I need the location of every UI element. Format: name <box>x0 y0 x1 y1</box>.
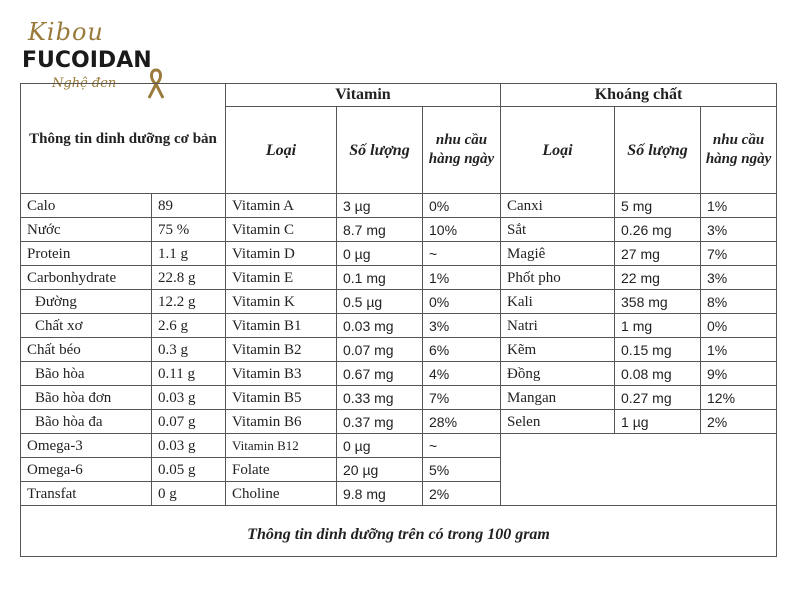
logo-brand-text: FUCOIDAN <box>22 48 152 73</box>
vitamin-name: Vitamin B1 <box>226 314 337 338</box>
vitamin-amount: 0.5 µg <box>337 290 423 314</box>
mineral-daily: 1% <box>701 338 777 362</box>
mineral-group-header: Khoáng chất <box>501 84 777 107</box>
vitamin-daily: 2% <box>423 482 501 506</box>
basic-nutrient-name: Chất béo <box>21 338 152 362</box>
basic-info-header: Thông tin dinh dưỡng cơ bản <box>21 84 226 194</box>
vitamin-amount: 9.8 mg <box>337 482 423 506</box>
mineral-amount-header: Số lượng <box>615 107 701 194</box>
mineral-name: Sắt <box>501 218 615 242</box>
table-row <box>21 338 777 362</box>
mineral-daily: 8% <box>701 290 777 314</box>
mineral-daily: 9% <box>701 362 777 386</box>
basic-nutrient-name: Calo <box>21 194 152 218</box>
vitamin-daily: 6% <box>423 338 501 362</box>
basic-nutrient-value: 0 g <box>152 482 226 506</box>
basic-nutrient-name: Bão hòa <box>21 362 152 386</box>
vitamin-name: Vitamin B2 <box>226 338 337 362</box>
mineral-daily: 3% <box>701 266 777 290</box>
vitamin-daily: 28% <box>423 410 501 434</box>
mineral-name: Kali <box>501 290 615 314</box>
vitamin-group-header: Vitamin <box>226 84 501 107</box>
mineral-amount: 22 mg <box>615 266 701 290</box>
mineral-amount: 5 mg <box>615 194 701 218</box>
table-row <box>21 386 777 410</box>
basic-nutrient-name: Chất xơ <box>21 314 152 338</box>
table-row <box>21 266 777 290</box>
basic-nutrient-value: 0.11 g <box>152 362 226 386</box>
vitamin-amount: 8.7 mg <box>337 218 423 242</box>
basic-nutrient-name: Bão hòa đa <box>21 410 152 434</box>
vitamin-daily: 5% <box>423 458 501 482</box>
logo-sub-text: Nghệ đen <box>52 76 117 91</box>
vitamin-amount: 0.67 mg <box>337 362 423 386</box>
basic-nutrient-name: Carbonhydrate <box>21 266 152 290</box>
basic-nutrient-value: 0.03 g <box>152 434 226 458</box>
basic-nutrient-value: 2.6 g <box>152 314 226 338</box>
vitamin-name: Vitamin B12 <box>226 434 337 458</box>
vitamin-daily: ~ <box>423 434 501 458</box>
basic-nutrient-name: Omega-3 <box>21 434 152 458</box>
vitamin-name: Vitamin B6 <box>226 410 337 434</box>
vitamin-amount-header: Số lượng <box>337 107 423 194</box>
vitamin-daily: 4% <box>423 362 501 386</box>
mineral-name: Đồng <box>501 362 615 386</box>
vitamin-daily-header: nhu cầu hàng ngày <box>423 107 501 194</box>
vitamin-name: Vitamin E <box>226 266 337 290</box>
basic-nutrient-name: Protein <box>21 242 152 266</box>
mineral-name: Canxi <box>501 194 615 218</box>
basic-nutrient-value: 1.1 g <box>152 242 226 266</box>
vitamin-daily: 3% <box>423 314 501 338</box>
mineral-name: Phốt pho <box>501 266 615 290</box>
basic-nutrient-value: 0.07 g <box>152 410 226 434</box>
vitamin-name: Vitamin B3 <box>226 362 337 386</box>
vitamin-daily: 7% <box>423 386 501 410</box>
mineral-name: Mangan <box>501 386 615 410</box>
vitamin-amount: 20 µg <box>337 458 423 482</box>
mineral-name: Natri <box>501 314 615 338</box>
mineral-daily: 1% <box>701 194 777 218</box>
mineral-daily: 2% <box>701 410 777 434</box>
mineral-daily: 7% <box>701 242 777 266</box>
mineral-type-header: Loại <box>501 107 615 194</box>
table-footer-note: Thông tin dinh dưỡng trên có trong 100 gram <box>21 506 777 557</box>
table-row <box>21 410 777 434</box>
mineral-name: Selen <box>501 410 615 434</box>
basic-nutrient-name: Transfat <box>21 482 152 506</box>
vitamin-name: Choline <box>226 482 337 506</box>
mineral-amount: 0.15 mg <box>615 338 701 362</box>
vitamin-name: Vitamin D <box>226 242 337 266</box>
table-row <box>21 218 777 242</box>
vitamin-daily: 0% <box>423 290 501 314</box>
vitamin-amount: 0.03 mg <box>337 314 423 338</box>
vitamin-amount: 0.1 mg <box>337 266 423 290</box>
table-row <box>21 242 777 266</box>
basic-nutrient-value: 75 % <box>152 218 226 242</box>
basic-nutrient-value: 12.2 g <box>152 290 226 314</box>
mineral-amount: 0.27 mg <box>615 386 701 410</box>
vitamin-daily: 1% <box>423 266 501 290</box>
basic-nutrient-value: 0.3 g <box>152 338 226 362</box>
vitamin-amount: 0.33 mg <box>337 386 423 410</box>
table-row <box>21 194 777 218</box>
vitamin-amount: 0 µg <box>337 434 423 458</box>
nutrition-table <box>20 83 777 557</box>
mineral-daily: 12% <box>701 386 777 410</box>
basic-nutrient-value: 0.05 g <box>152 458 226 482</box>
mineral-daily: 0% <box>701 314 777 338</box>
vitamin-amount: 0.07 mg <box>337 338 423 362</box>
basic-nutrient-name: Nước <box>21 218 152 242</box>
mineral-amount: 1 µg <box>615 410 701 434</box>
vitamin-daily: ~ <box>423 242 501 266</box>
vitamin-name: Vitamin B5 <box>226 386 337 410</box>
vitamin-name: Vitamin C <box>226 218 337 242</box>
mineral-name: Kẽm <box>501 338 615 362</box>
table-row <box>21 434 777 458</box>
mineral-daily-header: nhu cầu hàng ngày <box>701 107 777 194</box>
vitamin-daily: 0% <box>423 194 501 218</box>
mineral-amount: 0.26 mg <box>615 218 701 242</box>
vitamin-amount: 0.37 mg <box>337 410 423 434</box>
vitamin-name: Vitamin K <box>226 290 337 314</box>
basic-nutrient-name: Đường <box>21 290 152 314</box>
basic-nutrient-value: 22.8 g <box>152 266 226 290</box>
basic-nutrient-value: 0.03 g <box>152 386 226 410</box>
table-row <box>21 290 777 314</box>
basic-nutrient-value: 89 <box>152 194 226 218</box>
vitamin-name: Folate <box>226 458 337 482</box>
vitamin-name: Vitamin A <box>226 194 337 218</box>
mineral-amount: 1 mg <box>615 314 701 338</box>
vitamin-amount: 0 µg <box>337 242 423 266</box>
vitamin-type-header: Loại <box>226 107 337 194</box>
mineral-daily: 3% <box>701 218 777 242</box>
logo-script-text: Kibou <box>28 18 104 46</box>
table-row <box>21 362 777 386</box>
vitamin-daily: 10% <box>423 218 501 242</box>
vitamin-amount: 3 µg <box>337 194 423 218</box>
table-row <box>21 314 777 338</box>
mineral-amount: 358 mg <box>615 290 701 314</box>
basic-nutrient-name: Bão hòa đơn <box>21 386 152 410</box>
basic-nutrient-name: Omega-6 <box>21 458 152 482</box>
mineral-blank-area <box>501 434 777 506</box>
mineral-amount: 0.08 mg <box>615 362 701 386</box>
mineral-amount: 27 mg <box>615 242 701 266</box>
mineral-name: Magiê <box>501 242 615 266</box>
